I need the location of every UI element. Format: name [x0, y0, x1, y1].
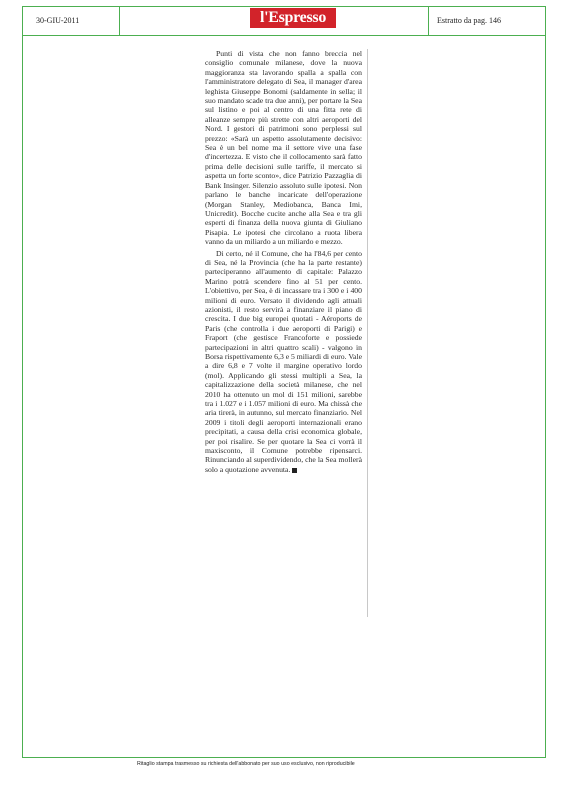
page-label: Estratto da pag.: [437, 16, 487, 25]
article-paragraph-text: Di certo, né il Comune, che ha l'84,6 per cento di Sea, né la Provincia (che ha la parte restante) parteciperanno all'aumento di capitale: Palazzo Marino potrà scendere fino al 51 per cento. L'obiettivo, per Sea, è di incassare tra i 300 e i 400 milioni di euro. Versato il dividendo agli attuali azionisti, il resto servirà a finanziare il piano di crescita. I due big europei quotati - Aéroports de Paris (che controlla i due aeroporti di Parigi) e Fraport (che gestisce Francoforte e possiede partecipazioni in altri quattro scali) - valgono in Borsa rispettivamente 6,3 e 5 miliardi di euro. Vale a dire 6,8 e 7 volte il margine operativo lordo (mol). Applicando gli stessi multipli a Sea, la capitalizzazione della società milanese, che nel 2010 ha ottenuto un mol di 151 milioni, sarebbe tra i 1.027 e i 1.057 milioni di euro. Ma chissà che aria tirerà, in autunno, sul mercato finanziario. Nel 2009 i titoli degli aeroporti internazionali erano precipitati, a causa della crisi economica globale, per poi risalire. Se per quotare la Sea ci vorrà il maxisconto, il Comune potrebbe ripensarci. Rinunciando al superdividendo, che la Sea mollerà solo a quotazione avvenuta.: [205, 248, 362, 474]
footer-disclaimer: Ritaglio stampa trasmesso su richiesta dell'abbonato per suo uso esclusivo, non riproducibile: [137, 761, 355, 767]
publication-logo: l'Espresso: [250, 8, 336, 28]
page-number: 146: [488, 16, 501, 25]
page-extract-label: [428, 6, 546, 35]
article-column: [205, 49, 362, 476]
end-of-article-mark: [292, 468, 297, 473]
column-rule: [367, 49, 368, 617]
article-paragraph-last: [205, 249, 362, 475]
clipping-date: 30-GIU-2011: [22, 6, 120, 35]
clipping-header: [22, 6, 546, 36]
article-paragraph: Punti di vista che non fanno breccia nel consiglio comunale milanese, dove la nuova maggioranza sta lavorando spalla a spalla con l'amministratore delegato di Sea, il manager d'area leghista Giuseppe Bonomi (saldamente in sella; il suo mandato scade tra due anni), per portare la Sea sul listino e poi al centro di una fitta rete di alleanze sempre più strette con altri aeroporti del Nord. I gestori di patrimoni sono perplessi sul prezzo: «Sarà un aspetto assolutamente decisivo: Sea è un bel nome ma il settore vive una fase d'incertezza. E visto che il collocamento sarà fatto prima delle decisioni sulle tariffe, il mercato si aspetta un forte sconto», dice Patrizio Pazzaglia di Bank Insinger. Silenzio assoluto sulle ipotesi. Non parlano le banche incaricate dell'operazione (Morgan Stanley, Mediobanca, Banca Imi, Unicredit). Bocche cucite anche alla Sea e tra gli esperti di finanza della nuova giunta di Giuliano Pisapia. Le ipotesi che circolano a ruota libera vanno da un miliardo a un miliardo e mezzo.: [205, 49, 362, 247]
